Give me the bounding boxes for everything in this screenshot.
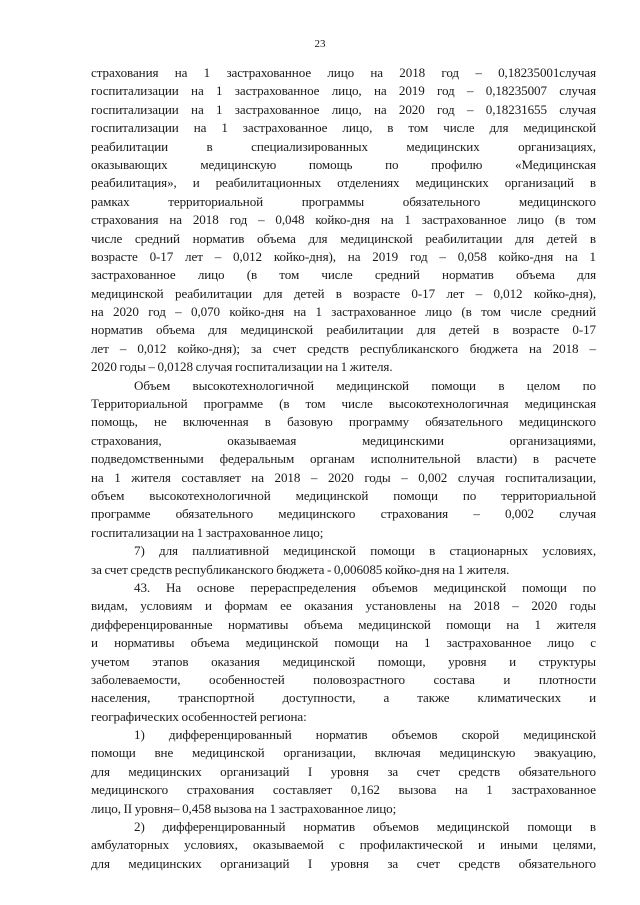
text-line: оказывающих медицинскую помощь по профилю «Медицинская bbox=[91, 156, 596, 172]
text-line: на 1 жителя составляет на 2018 – 2020 годы – 0,002 случая госпитализации, bbox=[91, 469, 596, 485]
text-line: за счет средств республиканского бюджета - 0,006085 койко-дня на 1 жителя. bbox=[91, 561, 510, 577]
text-line: 1) дифференцированный норматив объемов скорой медицинской bbox=[134, 727, 596, 743]
text-line: 43. На основе перераспределения объемов медицинской помощи по bbox=[134, 579, 596, 595]
text-line: медицинской реабилитации для детей в возрасте 0-17 лет – 0,012 койко-дня), bbox=[91, 285, 596, 301]
text-line: госпитализации на 1 застрахованное лицо, на 2019 год – 0,18235007 случая bbox=[91, 83, 596, 99]
text-line: и нормативы объема медицинской помощи на 1 застрахованное лицо с bbox=[91, 635, 596, 651]
text-line: госпитализации на 1 застрахованное лицо; bbox=[91, 524, 324, 540]
text-line: географических особенностей региона: bbox=[91, 708, 307, 724]
text-line: амбулаторных условиях, оказываемой с профилактической и иными целями, bbox=[91, 837, 596, 853]
text-line: на 2020 год – 0,070 койко-дня на 1 застрахованное лицо (в том числе средний bbox=[91, 304, 596, 320]
text-line: лет – 0,012 койко-дня); за счет средств республиканского бюджета на 2018 – bbox=[91, 340, 596, 356]
text-line: 2020 годы – 0,0128 случая госпитализации на 1 жителя. bbox=[91, 359, 393, 375]
text-line: объем высокотехнологичной медицинской помощи по территориальной bbox=[91, 487, 596, 503]
text-line: 7) для паллиативной медицинской помощи в стационарных условиях, bbox=[134, 543, 596, 559]
text-line: дифференцированные нормативы объема медицинской помощи на 1 жителя bbox=[91, 616, 596, 632]
text-line: программе обязательного медицинского страхования – 0,002 случая bbox=[91, 506, 596, 522]
text-line: реабилитация», и реабилитационных отделениях медицинских организаций в bbox=[91, 175, 596, 191]
text-line: для медицинских организаций I уровня за счет средств обязательного bbox=[91, 763, 596, 779]
text-line: для медицинских организаций I уровня за счет средств обязательного bbox=[91, 855, 596, 871]
text-line: лицо, II уровня– 0,458 вызова на 1 застрахованное лицо; bbox=[91, 800, 397, 816]
text-line: учетом этапов оказания медицинской помощи, уровня и структуры bbox=[91, 653, 596, 669]
text-line: страхования на 2018 год – 0,048 койко-дня на 1 застрахованное лицо (в том bbox=[91, 212, 596, 228]
text-line: числе средний норматив объема для медицинской реабилитации для детей в bbox=[91, 230, 596, 246]
text-line: норматив объема для медицинской реабилитации для детей в возрасте 0-17 bbox=[91, 322, 596, 338]
text-line: страхования на 1 застрахованное лицо на 2018 год – 0,18235001случая bbox=[91, 65, 596, 80]
text-line: помощи вне медицинской организации, включая медицинскую эвакуацию, bbox=[91, 745, 596, 761]
text-line: рамках территориальной программы обязательного медицинского bbox=[91, 193, 596, 209]
text-line: видам, условиям и формам ее оказания установлены на 2018 – 2020 годы bbox=[91, 598, 596, 614]
text-line: возрасте 0-17 лет – 0,012 койко-дня), на 2019 год – 0,058 койко-дня на 1 bbox=[91, 248, 596, 264]
text-line: 2) дифференцированный норматив объемов медицинской помощи в bbox=[134, 819, 596, 835]
text-line: Территориальной программе (в том числе высокотехнологичная медицинская bbox=[91, 396, 596, 412]
text-line: застрахованное лицо (в том числе средний норматив объема для bbox=[91, 267, 596, 283]
text-line: заболеваемости, особенностей половозрастного состава и плотности bbox=[91, 671, 596, 687]
text-line: Объем высокотехнологичной медицинской помощи в целом по bbox=[134, 377, 596, 393]
text-line: реабилитации в специализированных медицинских организациях, bbox=[91, 138, 596, 154]
text-line: населения, транспортной доступности, а также климатических и bbox=[91, 690, 596, 706]
text-line: помощь, не включенная в базовую программу обязательного медицинского bbox=[91, 414, 596, 430]
page-number: 23 bbox=[314, 38, 326, 50]
text-line: подведомственными федеральным органам исполнительной власти) в расчете bbox=[91, 451, 596, 467]
text-line: госпитализации на 1 застрахованное лицо, в том числе для медицинской bbox=[91, 120, 596, 136]
document-body bbox=[91, 64, 596, 873]
text-line: госпитализации на 1 застрахованное лицо, на 2020 год – 0,18231655 случая bbox=[91, 101, 596, 117]
text-line: медицинского страхования составляет 0,162 вызова на 1 застрахованное bbox=[91, 782, 596, 798]
text-line: страхования, оказываемая медицинскими организациями, bbox=[91, 432, 596, 448]
